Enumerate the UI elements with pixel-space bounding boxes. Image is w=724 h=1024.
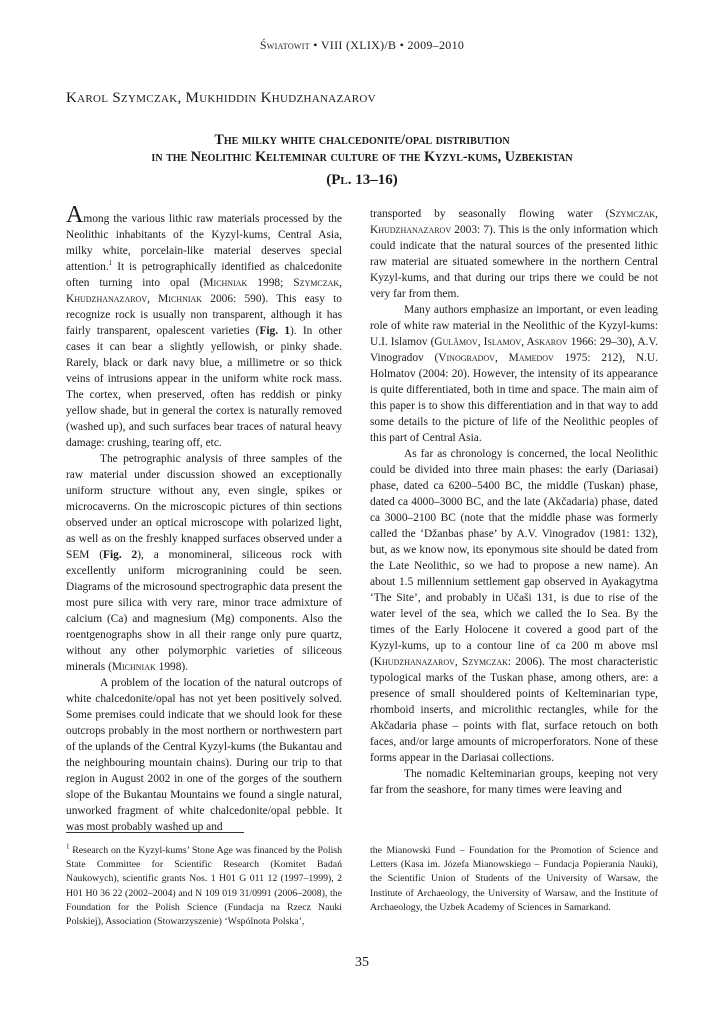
- footnote-marker: 1: [66, 842, 70, 851]
- citation: Gulâmov, Islamov, Askarov: [434, 336, 568, 348]
- article-title: [66, 132, 658, 166]
- footnote-ref[interactable]: 1: [108, 259, 113, 268]
- running-header: [0, 38, 724, 53]
- footnote-left: $^1$ Research on the Kyzyl-kums’ Stone Age was financed by the Polish State Committee for Scientific Research (Komitet Badań Naukowych), scientific grants Nos. 1 H01 G 011 12 (1997–1999), 2 H01 H0 36 22 (2002–2004) and N 109 019 31/0991 (2006–2008), the Foundation for the Polish Science (Fundacja na Rzecz Nauki Polskiej), Association (Stowarzyszenie) ‘Wspólnota Polska’,: [66, 842, 342, 928]
- citation: Khudzhanazarov, Szymczak: [373, 656, 508, 668]
- paragraph: The nomadic Kelteminarian groups, keeping not very far from the seashore, for many times were leaving and: [370, 768, 658, 796]
- figure-ref[interactable]: Fig. 1: [259, 325, 291, 337]
- plates-reference: (Pl. 13–16): [326, 172, 398, 188]
- figure-ref[interactable]: Fig. 2: [103, 549, 138, 561]
- footnote-right: the Mianowski Fund – Foundation for the Promotion of Science and Letters (Kasa im. Józefa Mianowskiego – Fundacja Popierania Nauki), the Scientific Union of Students of the University of Warsaw, the Institute of Archaeology, the University of Warsaw, and the Institute of Archaeology, the Uzbek Academy of Sciences in Samarkand.: [370, 845, 658, 913]
- citation: Vinogradov, Mamedov: [438, 352, 554, 364]
- citation: Michniak: [111, 661, 156, 673]
- drop-cap: A: [66, 202, 84, 228]
- paragraph: Many authors emphasize an important, or even leading role of white raw material in the Neolithic of the Kyzyl-kums: U.I. Islamov (Gulâmov, Islamov, Askarov 1966: 29–30), A.V. Vinogradov (Vinogradov, Mamedov 1975: 212), N.U. Holmatov (2004: 20). However, the intensity of its appearance is quite differentiated, both in time and space. The main aim of this paper is to show this differentiation and in that way to add some details to the picture of life of the Neolithic peoples of this part of Central Asia.: [370, 304, 658, 444]
- paragraph: Among the various lithic raw materials processed by the Neolithic inhabitants of the Kyzyl-kums, Central Asia, milky white, porcelain-like material deserves special attention.$^1$ It is petrographically identified as chalcedonite often turning into opal (Michniak 1998; Szymczak, Khudzhanazarov, Michniak 2006: 590). This easy to recognize rock is usually non transparent, although it has fairly transparent, opalescent varieties (Fig. 1). In other cases it can bear a slightly yellowish, or pinky shade. Rarely, black or dark navy blue, a millimetre or so thick veins of intrusions appear in the uniform white rock mass. The cortex, when preserved, often has reddish or pinky yellow shade, but in general the cortex is naturally removed (washed up), and such surfaces bear traces of natural heavy damage: crushing, tearing off, etc.: [66, 202, 342, 449]
- article-authors: Karol Szymczak, Mukhiddin Khudzhanazarov: [66, 90, 376, 106]
- citation: Szymczak, Khudzhanazarov: [370, 208, 658, 236]
- title-line-1: The milky white chalcedonite/opal distribution: [214, 132, 510, 148]
- citation: Michniak: [203, 277, 248, 289]
- paragraph: A problem of the location of the natural outcrops of white chalcedonite/opal has not yet been positively solved. Some premises could indicate that we should look for these outcrops probably in the most northern or northwestern part of the uplands of the Central Kyzyl-kums (the Bukantau and the neighbouring mountain chains). During our trip to that region in August 2002 in one of the gorges of the southern slope of the Bukantau Mountains we found a single natural, unworked fragment of white chalcedonite/opal pebble. It was most probably washed up and: [66, 677, 342, 833]
- paragraph: transported by seasonally flowing water (Szymczak, Khudzhanazarov 2003: 7). This is the only information which could indicate that the natural sources of the presented lithic raw material are situated somewhere in the northern Central Kyzyl-kums, and that during our trips there we could be not very far from them.: [370, 208, 658, 300]
- right-column: [370, 206, 658, 798]
- page-number: 35: [355, 955, 369, 970]
- journal-name: Światowit: [259, 38, 310, 52]
- left-column: [66, 202, 342, 835]
- title-line-2: in the Neolithic Kelteminar culture of the Kyzyl-kums, Uzbekistan: [151, 149, 573, 165]
- citation: Szymczak, Khudzhanazarov, Michniak: [66, 277, 342, 305]
- paragraph: The petrographic analysis of three samples of the raw material under discussion showed an exceptionally uniform structure without any, even single, spikes or microcaverns. On the microscopic pictures of thin sections observed under an optical microscope with polarized light, as well as on the freshly knapped surfaces observed under a SEM (Fig. 2), a monomineral, siliceous rock with excellently uniform microgranining could be seen. Diagrams of the microsound spectrographic data present the most pure silica with very rare, minor trace admixture of calcium (Ca) and magnesium (Mg) components. Also the roentgenographs show in all their range only pure quartz, without any other polymorphic varieties of siliceous minerals (Michniak 1998).: [66, 453, 342, 673]
- paragraph: As far as chronology is concerned, the local Neolithic could be divided into three main phases: the early (Dariasai) phase, dated ca 6200–5400 BC, the middle (Tuskan) phase, dated ca 4000–3000 BC, and the late (Akčadaria) phase, dated ca 3000–2100 BC (note that the middle phase was formerly called the ‘Džanbas phase’ by A.V. Vinogradov (1981: 132), but, as we know now, its eponymous site should be dated from the Late Neolithic, so we had to propose a new name). An about 1.5 millennium settlement gap observed in Ayakagytma ‘The Site’, and probably in Učaši 131, is due to rise of the water level of the sea, which we called the Io Sea. By the times of the Early Holocene it covered a good part of the Kyzyl-kums, up to a contour line of ca 200 m above msl (Khudzhanazarov, Szymczak: 2006). The most characteristic typological marks of the Tuskan phase, among others, are: a presence of small shouldered points of Kelteminarian type, rhomboid inserts, and microlithic rectangles, while for the Akčadaria phase – points with flat, surface retouch on both faces, and/or large amounts of microperforators. None of these forms appear in the Dariasai collections.: [370, 448, 658, 764]
- journal-volume: • VIII (XLIX)/B • 2009–2010: [309, 38, 465, 52]
- footnote-separator: [66, 832, 244, 833]
